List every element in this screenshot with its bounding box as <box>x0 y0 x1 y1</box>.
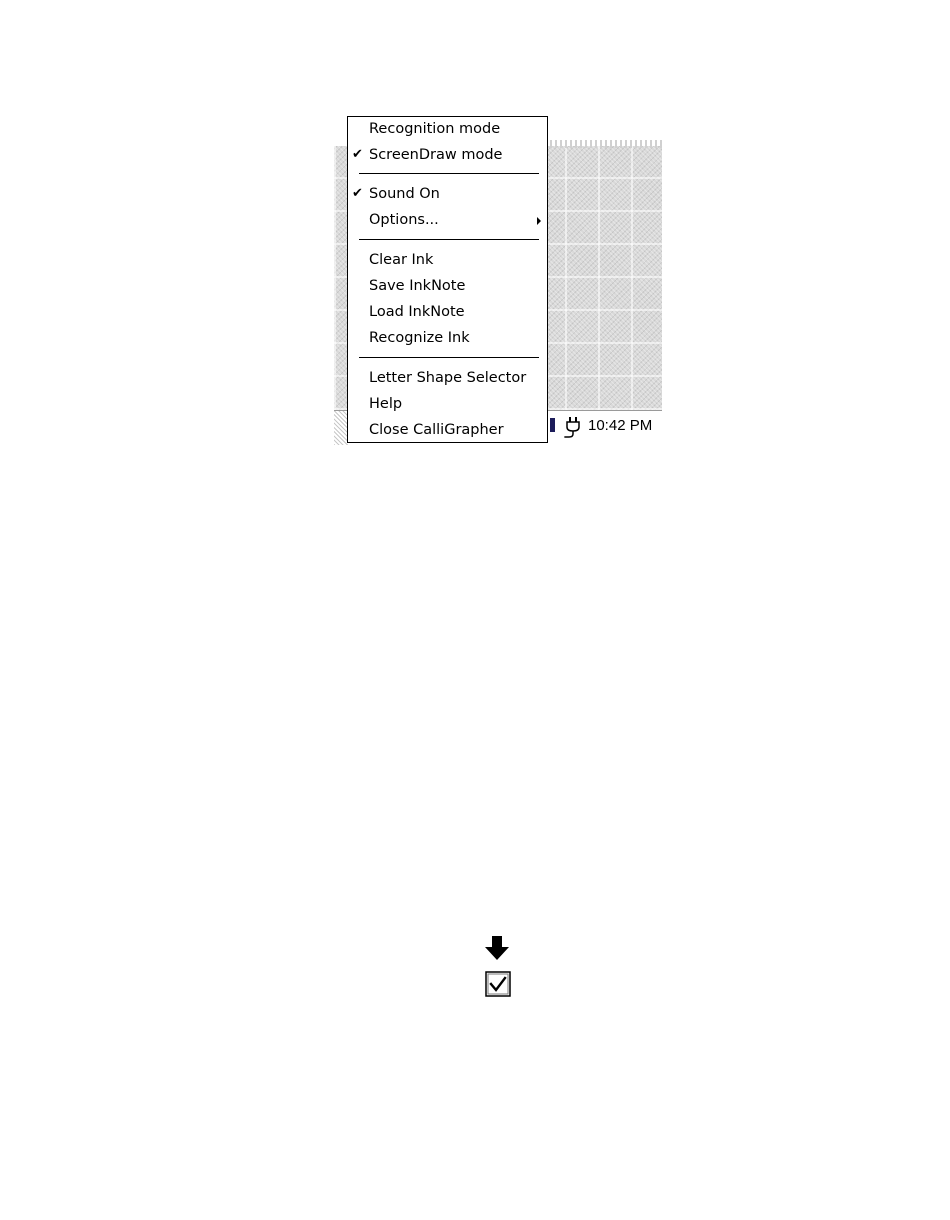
taskbar-texture <box>334 411 348 445</box>
menu-item-recognize-ink[interactable] <box>348 326 547 350</box>
menu-item-label: Close CalliGrapher <box>369 422 504 438</box>
menu-item-label: Recognize Ink <box>369 330 470 346</box>
power-plug-icon[interactable] <box>562 415 584 439</box>
submenu-arrow-icon <box>537 217 541 225</box>
menu-item-label: Help <box>369 396 403 412</box>
tray-clock[interactable]: 10:42 PM <box>588 417 653 434</box>
menu-item-help[interactable] <box>348 392 547 416</box>
context-menu <box>347 116 548 443</box>
menu-item-sound-on[interactable] <box>348 182 547 206</box>
menu-item-label: Sound On <box>369 186 440 202</box>
menu-item-label: ScreenDraw mode <box>369 147 503 163</box>
menu-separator <box>359 239 539 240</box>
menu-item-label: Save InkNote <box>369 278 466 294</box>
menu-item-label: Load InkNote <box>369 304 465 320</box>
checkbox-icon[interactable] <box>485 971 511 997</box>
checkmark-icon: ✔ <box>352 186 363 201</box>
menu-item-label: Letter Shape Selector <box>369 370 527 386</box>
menu-item-save-inknote[interactable] <box>348 274 547 298</box>
menu-separator <box>359 357 539 358</box>
desktop-background-edge <box>550 140 662 148</box>
menu-item-clear-ink[interactable] <box>348 248 547 272</box>
checkmark-icon: ✔ <box>352 147 363 162</box>
menu-item-letter-shape-selector[interactable] <box>348 366 547 390</box>
menu-separator <box>359 173 539 174</box>
down-arrow-icon <box>483 934 511 962</box>
menu-item-options[interactable] <box>348 208 547 232</box>
menu-item-load-inknote[interactable] <box>348 300 547 324</box>
menu-item-label: Options... <box>369 212 439 228</box>
tray-edge-icon[interactable] <box>550 418 555 432</box>
menu-item-label: Recognition mode <box>369 121 501 137</box>
menu-item-screendraw-mode[interactable] <box>348 143 547 167</box>
menu-item-label: Clear Ink <box>369 252 434 268</box>
menu-item-recognition-mode[interactable] <box>348 117 547 141</box>
menu-item-close-calligrapher[interactable] <box>348 418 547 442</box>
